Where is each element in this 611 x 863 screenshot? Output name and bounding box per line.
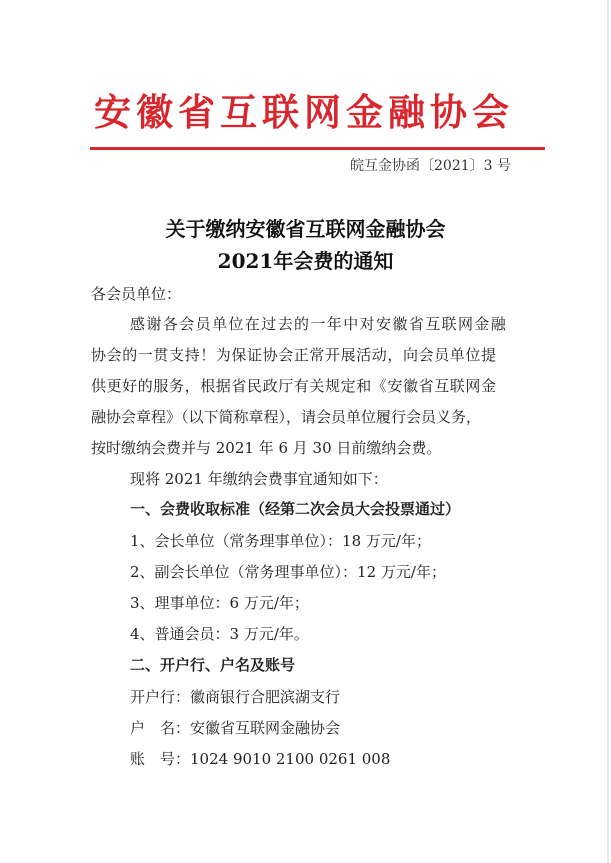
org-letterhead-title: 安徽省互联网金融协会 [94, 90, 514, 134]
paragraph-line: 融协会章程》（以下简称章程），请会员单位履行会员义务， [91, 408, 482, 426]
paragraph-line: 协会的一贯支持！为保证协会正常开展活动，向会员单位提 [91, 346, 497, 364]
fee-item: 4、普通会员：3 万元/年。 [130, 625, 309, 643]
fee-item: 3、理事单位：6 万元/年； [130, 594, 309, 612]
intro-line: 现将 2021 年缴纳会费事宜通知如下： [130, 470, 388, 488]
section-1-heading: 一、会费收取标准（经第二次会员大会投票通过） [130, 500, 461, 518]
paragraph-line: 供更好的服务，根据省民政厅有关规定和《安徽省互联网金 [91, 377, 497, 395]
salutation: 各会员单位： [91, 285, 182, 303]
letterhead-red-rule [90, 147, 545, 150]
account-number-line: 账 号：1024 9010 2100 0261 008 [130, 750, 391, 768]
document-number: 皖互金协函〔2021〕3 号 [350, 158, 511, 174]
bank-name-line: 开户行：徽商银行合肥滨湖支行 [130, 688, 341, 706]
fee-item: 2、副会长单位（常务理事单位）：12 万元/年； [130, 563, 446, 581]
notice-title-line-2: 2021年会费的通知 [217, 249, 394, 273]
paragraph-line: 感谢各会员单位在过去的一年中对安徽省互联网金融 [130, 315, 508, 333]
account-name-line: 户 名：安徽省互联网金融协会 [130, 719, 341, 737]
paragraph-line: 按时缴纳会费并与 2021 年 6 月 30 日前缴纳会费。 [91, 439, 442, 457]
notice-title-line-1: 关于缴纳安徽省互联网金融协会 [165, 217, 446, 241]
scan-edge-shadow [607, 0, 609, 863]
section-2-heading: 二、开户行、户名及账号 [130, 656, 296, 674]
fee-item: 1、会长单位（常务理事单位）：18 万元/年； [130, 532, 431, 550]
